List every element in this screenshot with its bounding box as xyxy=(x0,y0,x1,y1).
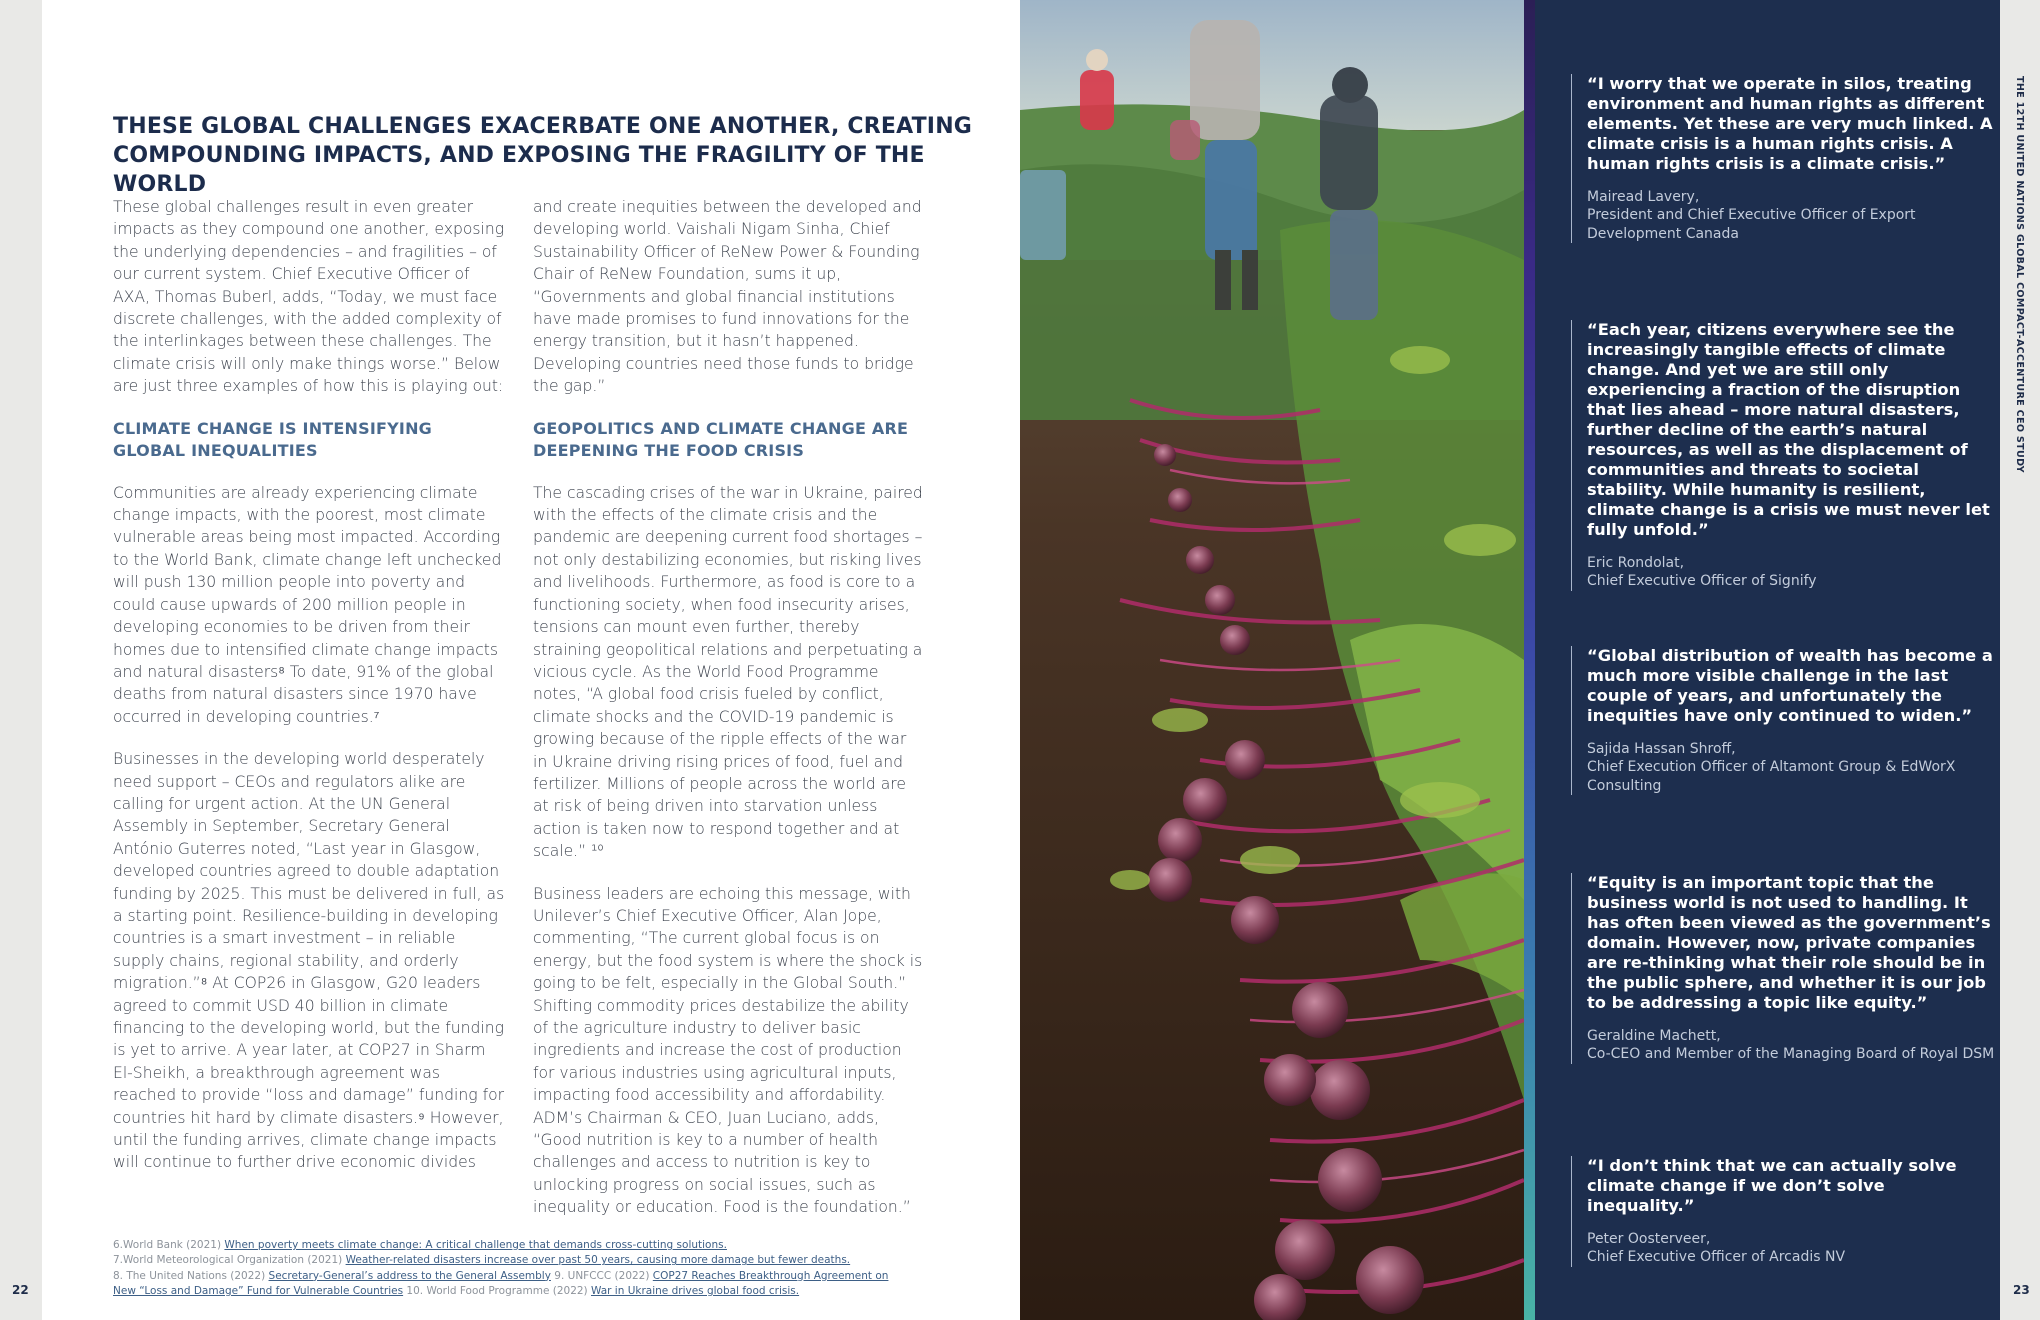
page-number-left: 22 xyxy=(12,1283,29,1297)
quote-text: “Global distribution of wealth has become a much more visible challenge in the last couple of years, and unfortunately the inequities have only continued to widen.” xyxy=(1587,646,1993,725)
quote-text: “I worry that we operate in silos, treating environment and human rights as different elements. Yet these are very much linked. A climate crisis is a human rights crisis. A human rights crisis is a climate crisis.” xyxy=(1587,74,1993,173)
footnote-8-9-10 xyxy=(113,1269,903,1300)
footnote-link[interactable]: COP27 Reaches Breakthrough Agreement on New “Loss and Damage” Fund for Vulnerable Countries xyxy=(113,1269,889,1298)
quote-author-name: Mairead Lavery, xyxy=(1587,189,1700,205)
quote-author-title: Chief Execution Officer of Altamont Group & EdWorX Consulting xyxy=(1587,759,1956,794)
section-heading-inequalities: CLIMATE CHANGE IS INTENSIFYING GLOBAL INEQUALITIES xyxy=(113,418,432,460)
footnote-link[interactable]: War in Ukraine drives global food crisis. xyxy=(591,1285,800,1298)
body-paragraph: Businesses in the developing world desperately need support – CEOs and regulators alike are calling for urgent action. At the UN General Assembly in September, Secretary General António Guterres noted, “Last year in Glasgow, developed countries agreed to double adaptation funding by 2025. This must be delivered in full, as a starting point. Resilience-building in developing countries is a smart investment – in reliable supply chains, regional stability, and orderly migration.”⁸ At COP26 in Glasgow, G20 leaders agreed to commit USD 40 billion in climate financing to the developing world, but the funding is yet to arrive. A year later, at COP27 in Sharm El-Sheikh, a breakthrough agreement was reached to provide “loss and damage” funding for countries hit hard by climate disasters.⁹ However, until the funding arrives, climate change impacts will continue to further drive economic divides xyxy=(113,750,505,1172)
footnotes xyxy=(113,1238,903,1300)
body-paragraph: The cascading crises of the war in Ukraine, paired with the effects of the climate crisis and the pandemic are deepening current food shortages – not only destabilizing economies, but risking lives and livelihoods. Furthermore, as food is core to a functioning society, when food insecurity arises, tensions can mount even further, thereby straining geopolitical relations and perpetuating a vicious cycle. As the World Food Programme notes, “A global food crisis fueled by conflict, climate shocks and the COVID-19 pandemic is growing because of the ripple effects of the war in Ukraine driving rising prices of food, fuel and fertilizer. Millions of people across the world are at risk of being driven into starvation unless action is taken now to respond together and at scale.” ¹⁰ xyxy=(533,483,923,861)
body-paragraph: Business leaders are echoing this message, with Unilever’s Chief Executive Officer, Alan Jope, commenting, “The current global focus is on energy, but the food system is where the shock is going to be felt, especially in the Global South.” Shifting commodity prices destabilize the ability of the agriculture industry to deliver basic ingredients and increase the cost of production for various industries using agricultural inputs, impacting food accessibility and affordability. ADM’s Chairman & CEO, Juan Luciano, adds, “Good nutrition is key to a number of health challenges and access to nutrition is key to unlocking progress on social issues, such as inequality or education. Food is the foundation.” xyxy=(533,884,923,1217)
pull-quote xyxy=(1571,1156,1997,1267)
quote-author-title: President and Chief Executive Officer of Export Development Canada xyxy=(1587,207,1916,242)
footnote-link[interactable]: Weather-related disasters increase over past 50 years, causing more damage but fewer deaths. xyxy=(345,1254,851,1267)
pull-quote xyxy=(1571,873,1997,1064)
pull-quote xyxy=(1571,320,1997,591)
quote-author-name: Eric Rondolat, xyxy=(1587,555,1685,571)
footnote-source: 8. The United Nations (2022) xyxy=(113,1269,269,1282)
body-paragraph: and create inequities between the developed and developing world. Vaishali Nigam Sinha, Chief Sustainability Officer of ReNew Power & Founding Chair of ReNew Foundation, sums it up, “Governments and global financial institutions have made promises to fund innovations for the energy transition, but it hasn’t happened. Developing countries need those funds to bridge the gap.” xyxy=(533,198,922,396)
footnote-link[interactable]: When poverty meets climate change: A critical challenge that demands cross-cutting solutions. xyxy=(224,1239,727,1251)
quote-text: “Each year, citizens everywhere see the increasingly tangible effects of climate change. And yet we are still only experiencing a fraction of the disruption that lies ahead – more natural disasters, further decline of the earth’s natural resources, as well as the displacement of communities and threats to societal stability. While humanity is resilient, climate change is a crisis we must never let fully unfold.” xyxy=(1587,320,1990,539)
page-number-right: 23 xyxy=(2013,1283,2030,1297)
quote-author-title: Co-CEO and Member of the Managing Board of Royal DSM xyxy=(1587,1046,1995,1063)
page-headline: THESE GLOBAL CHALLENGES EXACERBATE ONE ANOTHER, CREATING COMPOUNDING IMPACTS, AND EXPOSING THE FRAGILITY OF THE WORLD xyxy=(113,114,973,197)
quote-author-name: Peter Oosterveer, xyxy=(1587,1231,1711,1247)
footnote-7 xyxy=(113,1253,903,1268)
text-column-right xyxy=(533,196,925,1239)
section-heading-food-crisis: GEOPOLITICS AND CLIMATE CHANGE ARE DEEPENING THE FOOD CRISIS xyxy=(533,418,909,460)
footnote-6 xyxy=(113,1238,903,1253)
footnote-source: 10. World Food Programme (2022) xyxy=(403,1285,591,1298)
intro-paragraph: These global challenges result in even greater impacts as they compound one another, exposing the underlying dependencies – and fragilities – of our current system. Chief Executive Officer of AXA, Thomas Buberl, adds, “Today, we must face discrete challenges, with the added complexity of the interlinkages between these challenges. The climate crisis will only make things worse.” Below are just three examples of how this is playing out: xyxy=(113,198,505,396)
quote-author-title: Chief Executive Officer of Signify xyxy=(1587,573,1817,590)
pull-quote xyxy=(1571,646,1997,795)
running-title: THE 12TH UNITED NATIONS GLOBAL COMPACT-ACCENTURE CEO STUDY xyxy=(2014,76,2025,473)
quote-author-name: Geraldine Machett, xyxy=(1587,1028,1721,1044)
quote-author-name: Sajida Hassan Shroff, xyxy=(1587,741,1736,757)
quote-author-title: Chief Executive Officer of Arcadis NV xyxy=(1587,1249,1846,1266)
pull-quote xyxy=(1571,74,1997,243)
beet-harvest-photo xyxy=(1020,0,1524,1320)
body-paragraph: Communities are already experiencing climate change impacts, with the poorest, most climate vulnerable areas being most impacted. According to the World Bank, climate change left unchecked will push 130 million people into poverty and could cause upwards of 200 million people in developing economies to be driven from their homes due to intensified climate change impacts and natural disasters⁸ To date, 91% of the global deaths from natural disasters since 1970 have occurred in developing countries.⁷ xyxy=(113,483,502,726)
gradient-accent-bar xyxy=(1524,0,1535,1320)
footnote-link[interactable]: Secretary-General’s address to the General Assembly xyxy=(268,1269,551,1282)
text-column-left xyxy=(113,196,505,1194)
footnote-source: 7.World Meteorological Organization (2021) xyxy=(113,1254,346,1267)
footnote-source: 6.World Bank (2021) xyxy=(113,1239,225,1251)
quote-text: “I don’t think that we can actually solve climate change if we don’t solve inequality.” xyxy=(1587,1156,1957,1215)
footnote-source: 9. UNFCCC (2022) xyxy=(550,1269,653,1282)
quote-text: “Equity is an important topic that the business world is not used to handling. It has often been viewed as the government’s domain. However, now, private companies are re-thinking what their role should be in the public sphere, and whether it is our job to be addressing a topic like equity.” xyxy=(1587,873,1991,1012)
